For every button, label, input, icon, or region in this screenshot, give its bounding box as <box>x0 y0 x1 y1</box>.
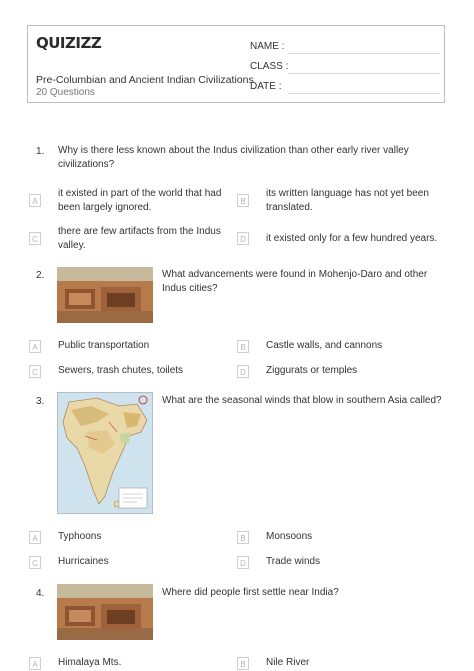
option-letter[interactable]: D <box>237 232 249 245</box>
option-letter[interactable]: B <box>237 657 249 670</box>
option-letter[interactable]: B <box>237 340 249 353</box>
option-letter[interactable]: B <box>237 194 249 207</box>
quizizz-logo: QUIZIZZ <box>36 34 102 52</box>
worksheet-title: Pre-Columbian and Ancient Indian Civilizations <box>36 74 254 86</box>
question-number: 3. <box>36 396 45 407</box>
date-line <box>288 93 440 94</box>
option-letter[interactable]: D <box>237 556 249 569</box>
option-text: Nile River <box>266 657 310 668</box>
option-text: Monsoons <box>266 531 313 542</box>
class-field[interactable] <box>250 61 288 72</box>
question-text: Where did people first settle near India? <box>162 587 339 598</box>
question-number: 1. <box>36 146 45 157</box>
option-letter[interactable]: C <box>29 365 41 378</box>
option-text: there are few artifacts from the Indus valley. <box>58 226 221 251</box>
option-letter[interactable]: A <box>29 657 41 670</box>
option-letter[interactable]: C <box>29 556 41 569</box>
option-text: Trade winds <box>266 556 321 567</box>
question-text: What are the seasonal winds that blow in southern Asia called? <box>162 395 442 406</box>
option-text: Public transportation <box>58 340 150 351</box>
ruins-illustration <box>57 267 153 323</box>
date-label: DATE : <box>250 81 282 92</box>
option-text: Sewers, trash chutes, toilets <box>58 365 184 376</box>
option-letter[interactable]: D <box>237 365 249 378</box>
worksheet-header <box>27 25 445 103</box>
option-text: Ziggurats or temples <box>266 365 358 376</box>
name-field[interactable] <box>250 41 284 52</box>
india-map-illustration <box>57 392 153 514</box>
ruins-photo <box>57 584 153 640</box>
india-map <box>57 392 153 514</box>
option-letter[interactable]: C <box>29 232 41 245</box>
question-number: 4. <box>36 588 45 599</box>
class-label: CLASS : <box>250 61 289 72</box>
ruins-illustration <box>57 584 153 640</box>
option-letter[interactable]: A <box>29 194 41 207</box>
option-letter[interactable]: A <box>29 340 41 353</box>
option-text: Castle walls, and cannons <box>266 340 383 351</box>
option-text: its written language has not yet been translated. <box>266 188 429 213</box>
question-text: What advancements were found in Mohenjo-Daro and other Indus cities? <box>162 269 428 294</box>
ruins-photo <box>57 267 153 323</box>
option-text: Himalaya Mts. <box>58 657 122 668</box>
option-letter[interactable]: A <box>29 531 41 544</box>
option-letter[interactable]: B <box>237 531 249 544</box>
name-label: NAME : <box>250 41 285 52</box>
option-text: it existed only for a few hundred years. <box>266 233 438 244</box>
option-text: Typhoons <box>58 531 102 542</box>
question-text: Why is there less known about the Indus civilization than other early river valley civilizations? <box>58 145 409 170</box>
option-text: it existed in part of the world that had been largely ignored. <box>58 188 222 213</box>
class-line <box>288 73 440 74</box>
name-line <box>288 53 440 54</box>
question-count: 20 Questions <box>36 87 95 98</box>
date-field[interactable] <box>250 81 281 92</box>
option-text: Hurricaines <box>58 556 109 567</box>
question-number: 2. <box>36 270 45 281</box>
